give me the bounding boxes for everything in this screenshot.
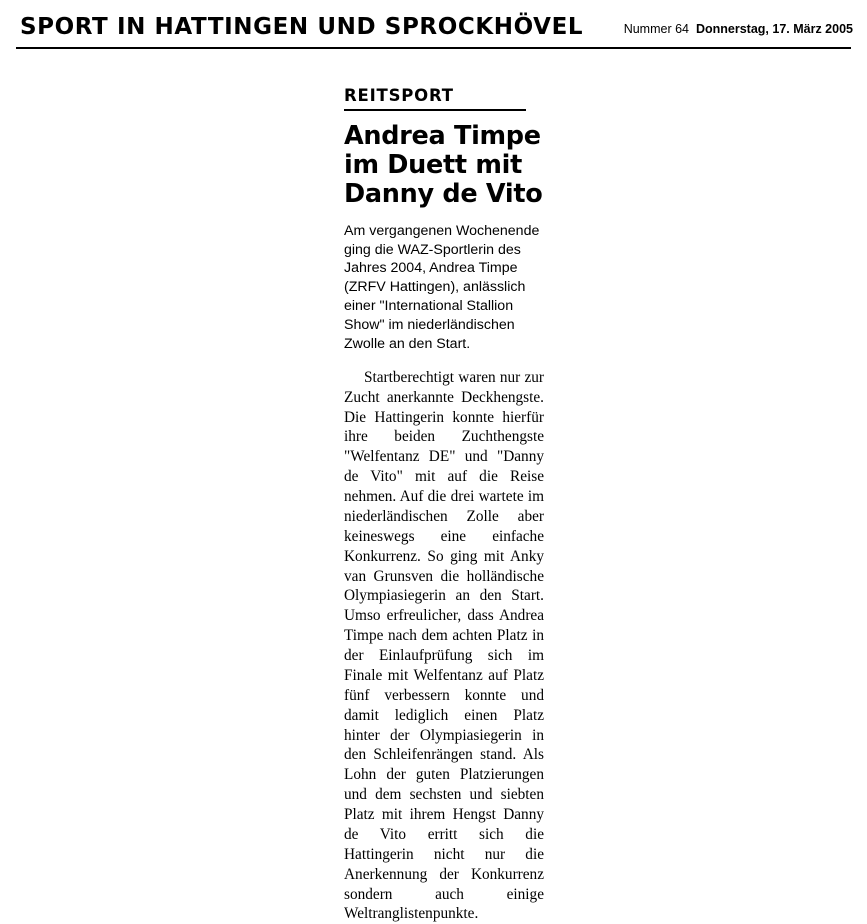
article-lead: Am vergangenen Wochenende ging die WAZ-Sportlerin des Jahres 2004, Andrea Timpe (ZRFV Hattingen), anlässlich einer "International Stallion Show" im niederländischen Zwolle an den Start. [344, 222, 540, 352]
article-headline [344, 122, 544, 209]
headline-line-3: Danny de Vito [344, 178, 543, 209]
masthead-divider [16, 47, 851, 49]
kicker-divider [344, 109, 526, 111]
issue-number: Nummer 64 [623, 22, 689, 36]
headline-line-1: Andrea Timpe [344, 120, 541, 151]
masthead-title: SPORT IN HATTINGEN UND SPROCKHÖVEL [20, 14, 584, 40]
article-column [344, 86, 544, 924]
article-kicker: REITSPORT [344, 86, 454, 105]
issue-date: Donnerstag, 17. März 2005 [695, 22, 853, 36]
masthead [0, 0, 867, 52]
article-body: Startberechtigt waren nur zur Zucht anerkannte Deckhengste. Die Hattingerin konnte hierfür ihre beiden Zuchthengste "Welfentanz DE" und "Danny de Vito" mit auf die Reise nehmen. Auf die drei wartete im niederländischen Zolle aber keineswegs eine einfache Konkurrenz. So ging mit Anky van Grunsven die holländische Olympiasiegerin an den Start. Umso erfreulicher, dass Andrea Timpe nach dem achten Platz in der Einlaufprüfung sich im Finale mit Welfentanz auf Platz fünf verbessern konnte und damit lediglich einen Platz hinter der Olympiasiegerin in den Schleifenrängen stand. Als Lohn der guten Platzierungen und dem sechsten und siebten Platz mit ihrem Hengst Danny de Vito erritt sich die Hattingerin nicht nur die Anerkennung der Konkurrenz sondern auch einige Weltranglistenpunkte. [344, 368, 544, 923]
masthead-meta [624, 22, 853, 36]
headline-line-2: im Duett mit [344, 149, 522, 180]
